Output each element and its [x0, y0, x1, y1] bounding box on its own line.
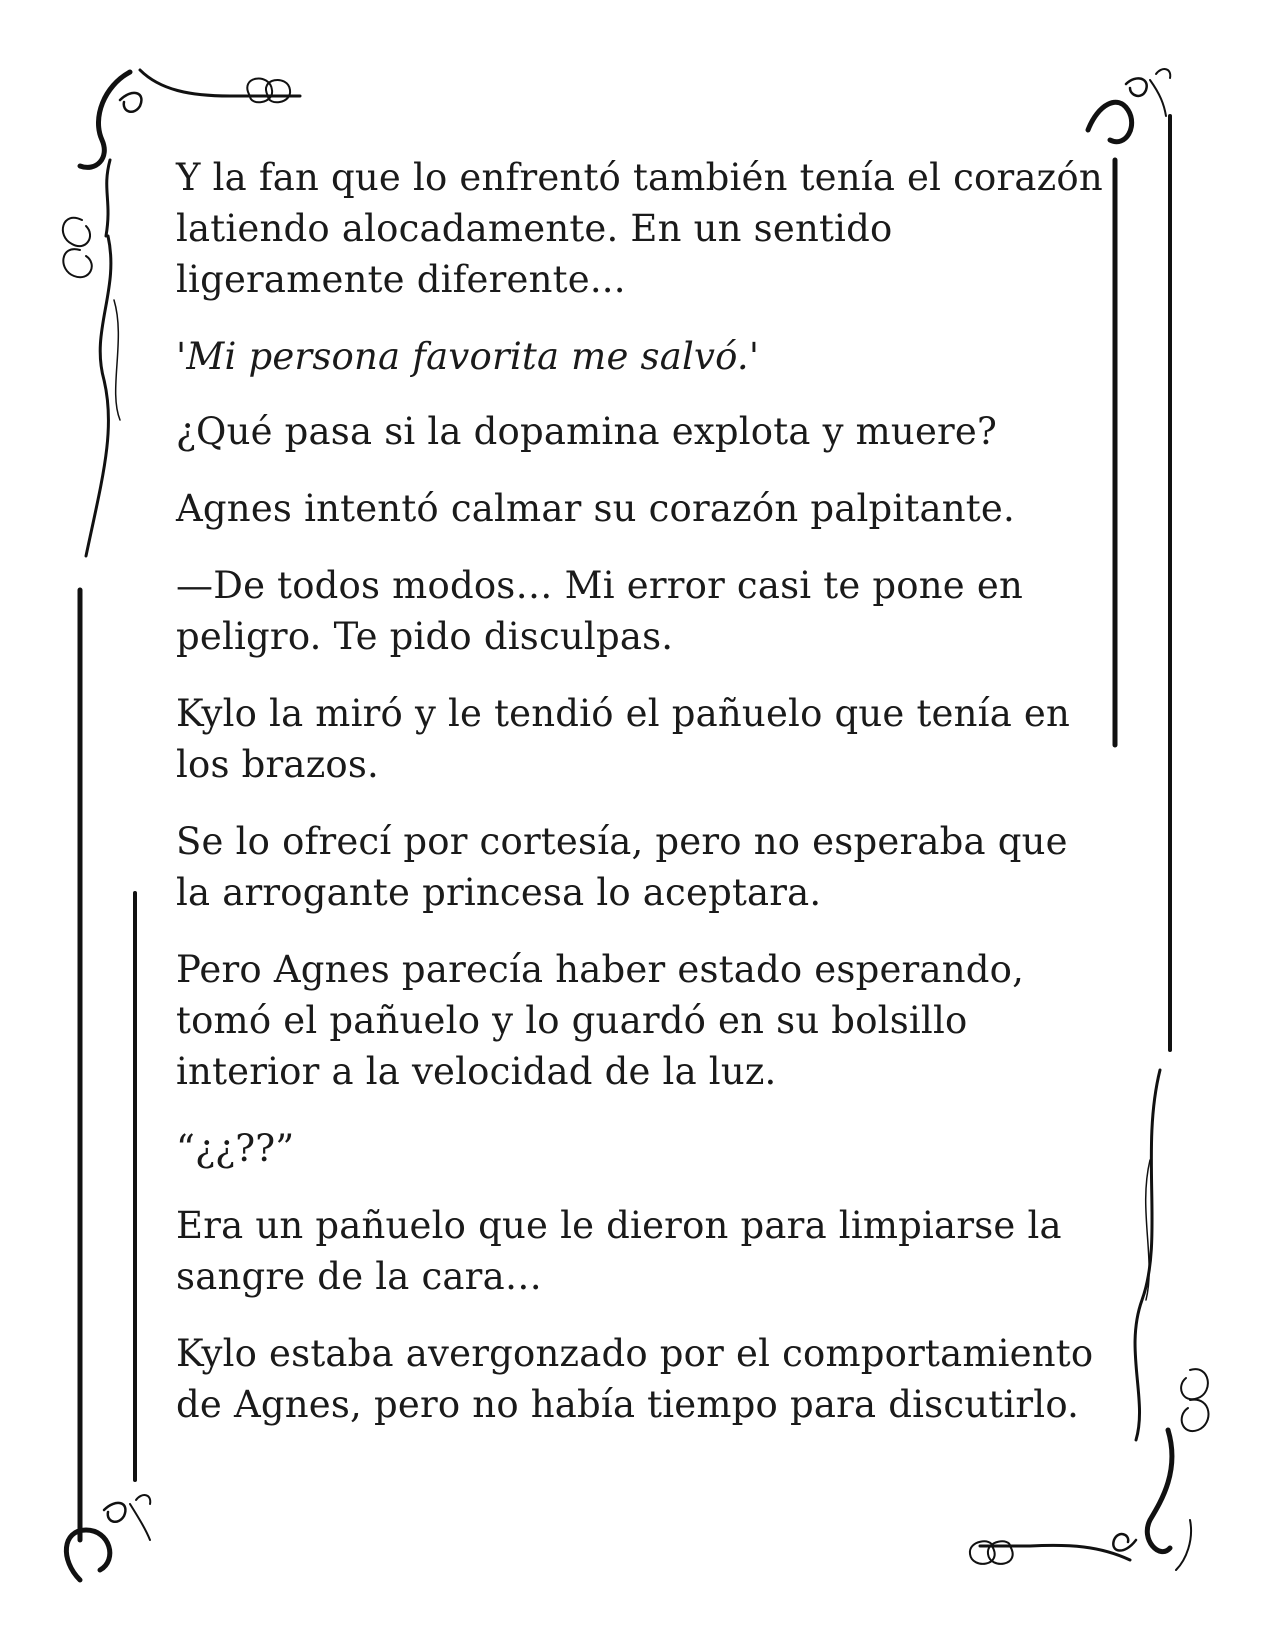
- paragraph: Kylo estaba avergonzado por el comportamiento de Agnes, pero no había tiempo para discutirlo.: [176, 1332, 1094, 1426]
- paragraph: ¿Qué pasa si la dopamina explota y muere?: [176, 410, 998, 453]
- paragraph: Kylo la miró y le tendió el pañuelo que tenía en los brazos.: [176, 692, 1071, 786]
- paragraph: 'Mi persona favorita me salvó.': [176, 335, 760, 378]
- paragraph: Pero Agnes parecía haber estado esperando, tomó el pañuelo y lo guardó en su bolsillo interior a la velocidad de la luz.: [176, 948, 1025, 1093]
- paragraph: Y la fan que lo enfrentó también tenía el corazón latiendo alocadamente. En un sentido ligeramente diferente...: [176, 156, 1103, 301]
- paragraph: “¿¿??”: [176, 1127, 295, 1170]
- paragraph: Se lo ofrecí por cortesía, pero no esperaba que la arrogante princesa lo aceptara.: [176, 820, 1068, 914]
- paragraph: —De todos modos… Mi error casi te pone en peligro. Te pido disculpas.: [176, 564, 1023, 658]
- top-right-flourish-icon: [1088, 69, 1170, 142]
- bottom-left-flourish-icon: [66, 1495, 150, 1580]
- paragraph: Agnes intentó calmar su corazón palpitante.: [176, 487, 1015, 530]
- paragraph: Era un pañuelo que le dieron para limpiarse la sangre de la cara…: [176, 1204, 1062, 1298]
- page-body: [176, 152, 1106, 1456]
